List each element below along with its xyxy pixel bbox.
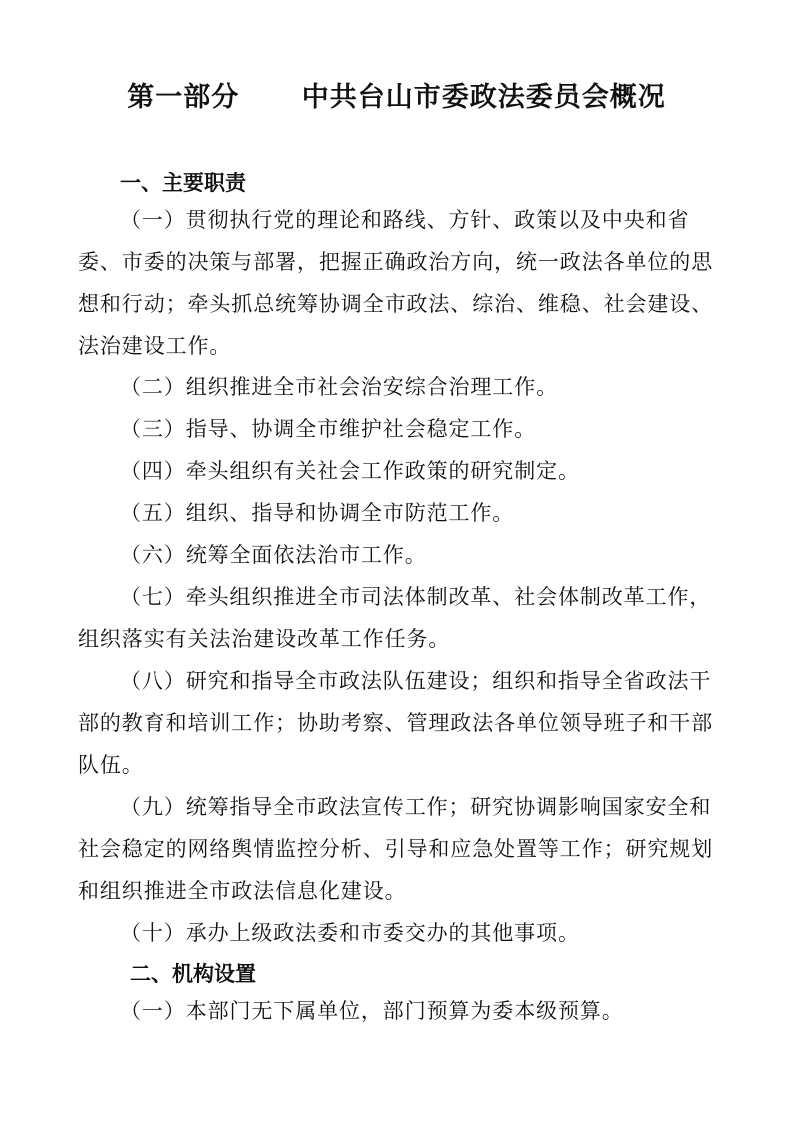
section-heading-duties: 一、主要职责 — [120, 171, 246, 195]
duty-paragraph-1: （一）贯彻执行党的理论和路线、方针、政策以及中央和省委、市委的决策与部署，把握正确政治方向，统一政法各单位的思想和行动；牵头抓总统筹协调全市政法、综治、维稳、社会建设、法治建设工作。 — [78, 208, 714, 358]
duty-paragraph-8: （八）研究和指导全市政法队伍建设；组织和指导全省政法干部的教育和培训工作；协助考察、管理政法各单位领导班子和干部队伍。 — [78, 669, 714, 777]
duty-paragraph-3: （三）指导、协调全市维护社会稳定工作。 — [120, 417, 537, 441]
organization-paragraph-1: （一）本部门无下属单位，部门预算为委本级预算。 — [120, 999, 624, 1023]
duty-paragraph-9: （九）统筹指导全市政法宣传工作；研究协调影响国家安全和社会稳定的网络舆情监控分析、引导和应急处置等工作；研究规划和组织推进全市政法信息化建设。 — [78, 795, 714, 903]
duty-paragraph-7: （七）牵头组织推进全市司法体制改革、社会体制改革工作，组织落实有关法治建设改革工作任务。 — [78, 585, 712, 651]
section-heading-organization: 二、机构设置 — [130, 962, 256, 986]
page-title: 第一部分 中共台山市委政法委员会概况 — [127, 82, 666, 113]
duty-paragraph-6: （六）统筹全面依法治市工作。 — [120, 543, 427, 567]
duty-paragraph-5: （五）组织、指导和协调全市防范工作。 — [120, 501, 515, 525]
duty-paragraph-2: （二）组织推进全市社会治安综合治理工作。 — [120, 375, 558, 399]
duty-paragraph-10: （十）承办上级政法委和市委交办的其他事项。 — [120, 921, 580, 945]
duty-paragraph-4: （四）牵头组织有关社会工作政策的研究制定。 — [120, 459, 580, 483]
